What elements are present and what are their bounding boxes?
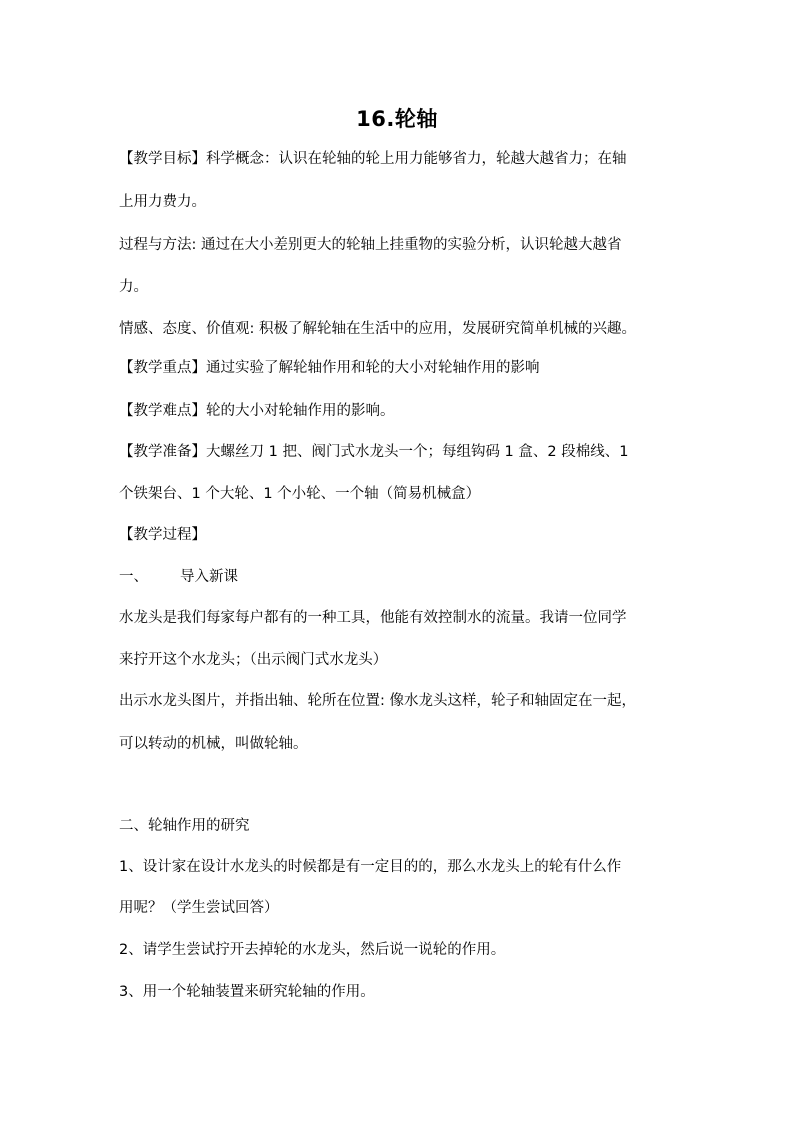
process-method-line-2: 力。 [119, 279, 148, 295]
section-1-title: 导入新课 [180, 569, 238, 585]
section-2-heading: 二、轮轴作用的研究 [119, 818, 250, 834]
key-points-line: 【教学重点】通过实验了解轮轴作用和轮的大小对轮轴作用的影响 [119, 360, 540, 376]
process-heading: 【教学过程】 [119, 527, 206, 543]
preparation-line-1: 【教学准备】大螺丝刀 1 把、阀门式水龙头一个；每组钩码 1 盒、2 段棉线、1 [119, 444, 629, 460]
intro-paragraph-line-3: 出示水龙头图片，并指出轴、轮所在位置: 像水龙头这样，轮子和轴固定在一起， [119, 693, 636, 709]
process-method-line-1: 过程与方法: 通过在大小差别更大的轮轴上挂重物的实验分析，认识轮越大越省 [119, 237, 622, 253]
difficulty-line: 【教学难点】轮的大小对轮轴作用的影响。 [119, 403, 395, 419]
objectives-line-1: 【教学目标】科学概念：认识在轮轴的轮上用力能够省力，轮越大越省力；在轴 [119, 151, 627, 167]
intro-paragraph-line-2: 来拧开这个水龙头；（出示阀门式水龙头） [119, 652, 388, 668]
step-1-line-1: 1、设计家在设计水龙头的时候都是有一定目的的，那么水龙头上的轮有什么作 [119, 859, 622, 875]
section-1-number: 一、 [119, 569, 148, 585]
intro-paragraph-line-4: 可以转动的机械，叫做轮轴。 [119, 736, 308, 752]
page-title: 16.轮轴 [356, 107, 438, 131]
section-1-heading [119, 566, 689, 588]
step-1-line-2: 用呢？（学生尝试回答） [119, 900, 279, 916]
intro-paragraph-line-1: 水龙头是我们每家每户都有的一种工具，他能有效控制水的流量。我请一位同学 [119, 610, 627, 626]
preparation-line-2: 个铁架台、1 个大轮、1 个小轮、一个轴（简易机械盒） [119, 486, 481, 502]
emotion-attitude-line: 情感、态度、价值观: 积极了解轮轴在生活中的应用，发展研究简单机械的兴趣。 [119, 321, 636, 337]
step-3-line: 3、用一个轮轴装置来研究轮轴的作用。 [119, 984, 375, 1000]
objectives-line-2: 上用力费力。 [119, 194, 206, 210]
step-2-line: 2、请学生尝试拧开去掉轮的水龙头，然后说一说轮的作用。 [119, 942, 506, 958]
